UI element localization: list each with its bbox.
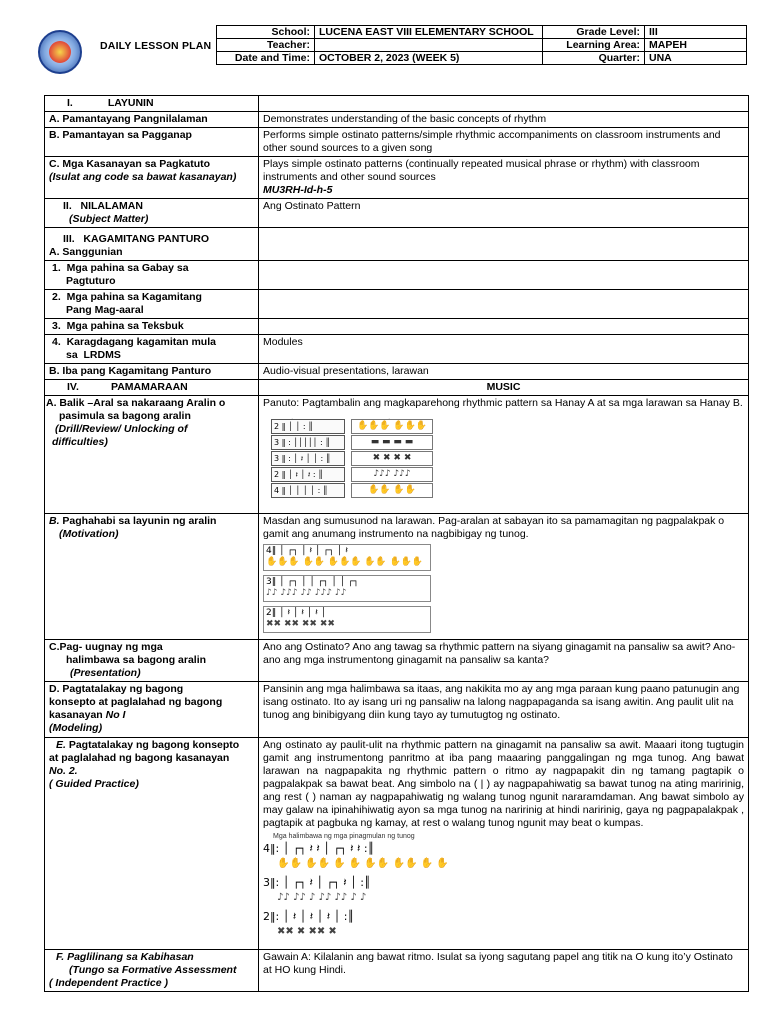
empty-cell (259, 96, 749, 112)
rhythm-strip (263, 544, 431, 571)
strip-rhythm: 3‖ │ ┌┐ │ │ ┌┐ │ │ ┌┐ (266, 577, 359, 587)
independent-practice-label: F. Paglilinang sa Kabihasan (56, 951, 194, 963)
guided-practice-sub: ( Guided Practice) (49, 778, 139, 790)
guided-practice-figure (263, 830, 449, 940)
sanggunian-label: A. Sanggunian (49, 246, 123, 258)
plan-row (45, 157, 749, 199)
kagamitan-label-cell (45, 228, 259, 261)
nilalaman-label-cell (45, 199, 259, 228)
motivation-value: Masdan ang sumusunod na larawan. Pag-aralan at sabayan ito sa pamamagitan ng pagpalakpak o gamit ang anumang instrumento na nagbibigay ng tunog. (263, 515, 725, 540)
strip-rhythm: 2‖ │ 𝄽 │ 𝄽 │ 𝄽 │ (266, 608, 327, 618)
nilalaman-value: Ang Ostinato Pattern (259, 199, 749, 228)
teacher-value (315, 39, 543, 52)
plan-row (45, 228, 749, 261)
section-row (45, 96, 749, 112)
pamamaraan-label-cell (45, 380, 259, 396)
modeling-label: D. Pagtatalakay ng bagong (49, 683, 184, 695)
rhythm-pattern: 3 ‖ : │ 𝄽 │ │ : ║ (271, 451, 345, 466)
date-time-value: OCTOBER 2, 2023 (WEEK 5) (315, 52, 543, 65)
motivation-figure (263, 542, 433, 636)
pamamaraan-label: IV. PAMAMARAAN (67, 381, 188, 393)
content-standard-value: Demonstrates understanding of the basic concepts of rhythm (259, 112, 749, 128)
competency-value-cell (259, 157, 749, 199)
grade-level-label: Grade Level: (543, 26, 645, 39)
header-row (217, 52, 747, 65)
review-sub: (Drill/Review/ Unlocking of (55, 423, 188, 435)
figure-caption: Mga halimbawa ng mga pinagmulan ng tunog (273, 833, 415, 840)
review-value-cell (259, 396, 749, 514)
plan-row (45, 199, 749, 228)
procedure-row-d (45, 682, 749, 738)
guided-practice-value: Ang ostinato ay paulit-ulit na rhythmic pattern na ginagamit na pansaliw sa awit. Maaari itong tugtugin gamit ang instrumentong panritmo at iba pang maaaring panggalingan ng mga tunog. Ang bawat larawan na nagpapakita ng rhythmic pattern o ritmo ay nagpapakit din ng tamang pagtapik o pagpalakpak sa bawat beat. Ang simbolo na ( | ) ay nagpapahiwatig sa bawat tunog na ating maririnig, ang rest ( ) naman ay nagpapahiwatig ng walang tunog ngunit nararamdaman. Ang bawat simbolo ay may galaw na ipinahihiwatig ayon sa mga tunog na naririnig at hindi naririnig, gaya ng pagpapalakpak , pagtapik at pagbuka ng kamay, at rest o walang tunog ngunit may beat o kumpas. (263, 739, 744, 829)
iba-pang-kagamitan-value: Audio-visual presentations, larawan (259, 364, 749, 380)
modeling-label-2: konsepto at paglalahad ng bagong (49, 696, 223, 708)
rhythm-strip (263, 606, 431, 633)
plan-row (45, 261, 749, 290)
teacher-label: Teacher: (217, 39, 315, 52)
competency-label-cell (45, 157, 259, 199)
music-heading: MUSIC (259, 380, 749, 396)
header-row (217, 39, 747, 52)
learning-area-label: Learning Area: (543, 39, 645, 52)
review-sub-2: difficulties) (52, 436, 108, 448)
lrdms-label: 4. Karagdagang kagamitan mula (52, 336, 216, 348)
quarter-label: Quarter: (543, 52, 645, 65)
empty-cell (259, 290, 749, 319)
header-info-table (216, 25, 747, 65)
lrdms-value: Modules (259, 335, 749, 364)
plan-row (45, 128, 749, 157)
picture-pattern: ✋✋ ✋✋ (351, 483, 433, 498)
competency-code: MU3RH-Id-h-5 (263, 184, 333, 196)
review-label: A. Balik –Aral sa nakaraang Aralin o (46, 397, 226, 409)
modeling-label-cell (45, 682, 259, 738)
procedure-row-c (45, 640, 749, 682)
empty-cell (259, 319, 749, 335)
iba-pang-kagamitan-label: B. Iba pang Kagamitang Panturo (45, 364, 259, 380)
procedure-row-a (45, 396, 749, 514)
picture-pattern: ▬ ▬ ▬ ▬ (351, 435, 433, 450)
competency-value: Plays simple ostinato patterns (continually repeated musical phrase or rhythm) with classroom instruments and other sound sources (263, 158, 700, 183)
section-label-text: I. LAYUNIN (67, 97, 154, 109)
example-pictures: ✋✋ ✋✋ ✋ ✋ ✋✋ ✋✋ ✋ ✋ (277, 858, 449, 869)
example-rhythm: 3‖: │ ┌┐ 𝄽 │ ┌┐ 𝄽 │ :║ (263, 876, 371, 889)
independent-practice-value: Gawain A: Kilalanin ang bawat ritmo. Isulat sa iyong sagutang papel ang titik na O kung ito’y Ostinato at HO kung Hindi. (259, 950, 749, 992)
gabay-label-2: Pagtuturo (66, 275, 116, 287)
competency-label: C. Mga Kasanayan sa Pagkatuto (49, 158, 211, 170)
header-row (217, 26, 747, 39)
matching-figure (263, 413, 433, 498)
presentation-sub: (Presentation) (70, 667, 141, 679)
review-label-2: pasimula sa bagong aralin (59, 410, 191, 422)
picture-pattern: ✖ ✖ ✖ ✖ (351, 451, 433, 466)
motivation-sub: (Motivation) (59, 528, 119, 540)
review-label-cell (45, 396, 259, 514)
nilalaman-label: II. NILALAMAN (63, 200, 143, 212)
guided-practice-value-cell (259, 738, 749, 950)
guided-practice-label: Pagtatalakay ng bagong konsepto (68, 739, 240, 751)
independent-practice-sub-2: ( Independent Practice ) (49, 977, 169, 989)
empty-cell (259, 261, 749, 290)
example-rhythm: 4‖: │ ┌┐ 𝄽 𝄽 │ ┌┐ 𝄽 𝄽 :║ (263, 842, 375, 855)
section-layunin-label (45, 96, 259, 112)
strip-pictures: ♪♪ ♪♪♪ ♪♪ ♪♪♪ ♪♪ (266, 588, 347, 598)
example-pictures: ♪♪ ♪♪ ♪ ♪♪ ♪♪ ♪ ♪ (277, 892, 367, 903)
picture-pattern: ♪♪♪ ♪♪♪ (351, 467, 433, 482)
guided-practice-letter: E. (56, 739, 66, 751)
presentation-label-cell (45, 640, 259, 682)
gabay-label: 1. Mga pahina sa Gabay sa (52, 262, 189, 274)
content-standard-label: A. Pamantayang Pangnilalaman (45, 112, 259, 128)
rhythm-strip (263, 575, 431, 602)
kagamitan-label: III. KAGAMITANG PANTURO (63, 233, 210, 245)
competency-sub: (Isulat ang code sa bawat kasanayan) (49, 171, 237, 183)
presentation-label-2: halimbawa sa bagong aralin (66, 654, 207, 666)
plan-row (45, 319, 749, 335)
guided-practice-label-2: at paglalahad ng bagong kasanayan (49, 752, 230, 764)
lrdms-label-cell (45, 335, 259, 364)
procedure-row-f (45, 950, 749, 992)
presentation-value: Ano ang Ostinato? Ano ang tawag sa rhythmic pattern na siyang ginagamit na pansaliw sa awit? Ano-ano ang mga instrumentong ginagamit na pansaliw sa kanta? (259, 640, 749, 682)
learning-area-value: MAPEH (645, 39, 747, 52)
performance-standard-label: B. Pamantayan sa Pagganap (45, 128, 259, 157)
review-value: Panuto: Pagtambalin ang magkaparehong rhythmic pattern sa Hanay A at sa mga larawan sa Hanay B. (263, 397, 743, 409)
rhythm-pattern: 2 ‖ │ │ : ║ (271, 419, 345, 434)
gabay-label-cell (45, 261, 259, 290)
document-title: DAILY LESSON PLAN (100, 40, 212, 52)
modeling-value: Pansinin ang mga halimbawa sa itaas, ang nakikita mo ay ang mga paraan kung paano patunugin ang isang ostinato. Ito ay isang uri ng pansaliw na lalong nagpapaganda sa isang awitin. Ang paulit ulit na tunog ang binibigyang diin kung tayo ay tumutugtog ng ostinato. (259, 682, 749, 738)
rhythm-pattern: 4 ‖ │ │ │ │ : ║ (271, 483, 345, 498)
independent-practice-sub: (Tungo sa Formative Assessment (69, 964, 237, 976)
motivation-value-cell (259, 514, 749, 640)
modeling-sub: (Modeling) (49, 722, 103, 734)
example-pictures: ✖✖ ✖ ✖✖ ✖ (277, 926, 337, 937)
rhythm-pattern: 3 ‖ : │││││ : ║ (271, 435, 345, 450)
strip-rhythm: 4‖ │ ┌┐ │ 𝄽 │ ┌┐ │ 𝄽 (266, 546, 348, 556)
kagamitang-mag-aaral-label: 2. Mga pahina sa Kagamitang (52, 291, 202, 303)
plan-row (45, 335, 749, 364)
plan-row (45, 112, 749, 128)
teksbuk-label-cell (45, 319, 259, 335)
lrdms-label-2: sa LRDMS (66, 349, 121, 361)
kagamitang-mag-aaral-cell (45, 290, 259, 319)
example-rhythm: 2‖: │ 𝄽 │ 𝄽 │ 𝄽 │ :║ (263, 910, 355, 923)
procedure-row-e (45, 738, 749, 950)
grade-level-value: III (645, 26, 747, 39)
modeling-number: No I (105, 709, 126, 721)
school-logo (38, 30, 82, 74)
logo-emblem (49, 41, 71, 63)
procedure-row-b (45, 514, 749, 640)
empty-cell (259, 228, 749, 261)
teksbuk-label: 3. Mga pahina sa Teksbuk (52, 320, 184, 332)
plan-row (45, 290, 749, 319)
plan-row (45, 364, 749, 380)
modeling-label-3: kasanayan (49, 709, 103, 721)
guided-practice-label-cell (45, 738, 259, 950)
motivation-letter: B. (49, 515, 60, 527)
school-label: School: (217, 26, 315, 39)
strip-pictures: ✖✖ ✖✖ ✖✖ ✖✖ (266, 619, 335, 629)
motivation-label-cell (45, 514, 259, 640)
performance-standard-value: Performs simple ostinato patterns/simple rhythmic accompaniments on classroom instruments and other sound sources to a given song (259, 128, 749, 157)
date-time-label: Date and Time: (217, 52, 315, 65)
guided-practice-number: No. 2. (49, 765, 78, 777)
strip-pictures: ✋✋✋ ✋✋ ✋✋✋ ✋✋ ✋✋✋ (266, 557, 424, 567)
rhythm-pattern: 2 ‖ │ 𝄽 │ 𝄽 : ║ (271, 467, 345, 482)
motivation-label: Paghahabi sa layunin ng aralin (62, 515, 217, 527)
plan-row (45, 380, 749, 396)
kagamitang-mag-aaral-label-2: Pang Mag-aaral (66, 304, 144, 316)
picture-pattern: ✋✋✋ ✋✋✋ (351, 419, 433, 434)
lesson-plan-table (44, 95, 749, 992)
presentation-label: C.Pag- uugnay ng mga (49, 641, 163, 653)
nilalaman-sub: (Subject Matter) (69, 213, 149, 225)
column-b-marker: · (388, 416, 391, 423)
independent-practice-label-cell (45, 950, 259, 992)
school-value: LUCENA EAST VIII ELEMENTARY SCHOOL (315, 26, 543, 39)
quarter-value: UNA (645, 52, 747, 65)
